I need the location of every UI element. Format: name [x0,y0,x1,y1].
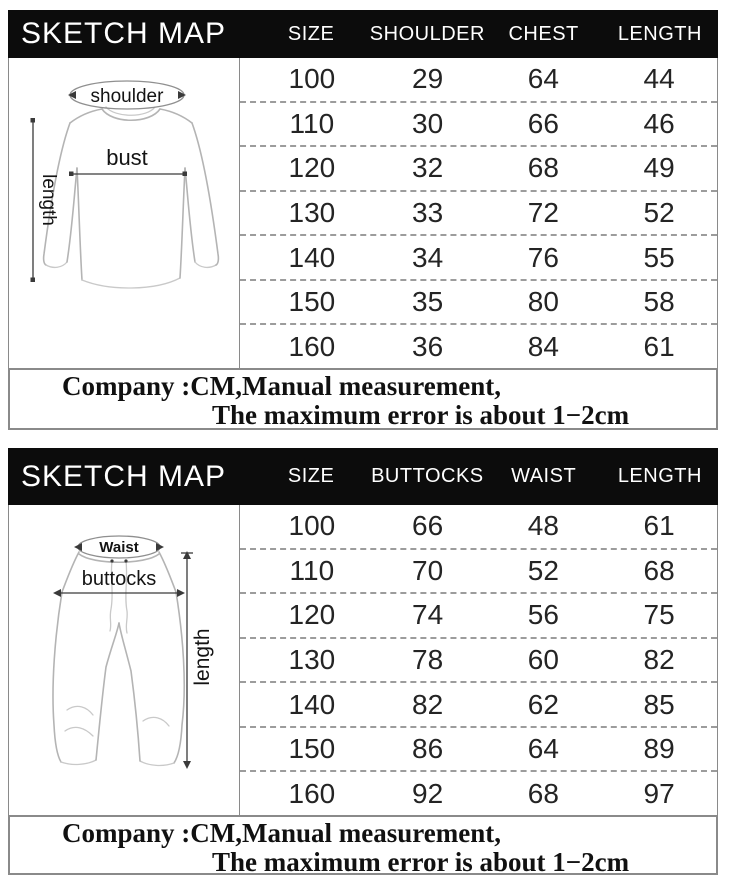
table-cell: 85 [643,688,675,720]
table-cell: 61 [643,330,675,362]
table-cell: 36 [412,330,444,362]
table-cell: 150 [288,733,336,765]
shoulder-measure-ellipse [68,81,186,109]
pants-sketch [9,505,240,815]
column-header-buttocks: BUTTOCKS [371,465,484,487]
table-row [240,594,717,639]
bust-label: bust [106,145,148,170]
table-row [240,192,717,237]
shoulder-label: shoulder [90,86,164,107]
table-cell: 130 [288,644,336,676]
table-cell: 140 [288,241,336,273]
table-row [240,103,717,148]
column-header-size: SIZE [287,465,335,487]
table-cell: 160 [288,777,336,809]
table-cell: 68 [527,152,559,184]
table-row [240,325,717,368]
table-cell: 62 [527,688,559,720]
table-cell: 68 [643,554,675,586]
bust-measure-line [69,145,187,176]
table-cell: 120 [288,599,336,631]
table-cell: 74 [412,599,444,631]
column-header-length: LENGTH [617,22,702,45]
table-row [240,550,717,595]
table-cell: 56 [527,599,559,631]
table-cell: 58 [643,286,675,318]
table-cell: 110 [289,554,335,586]
column-header-size: SIZE [287,22,335,45]
footer-line-1: Company :CM,Manual measurement, [62,371,501,401]
table-cell: 89 [643,733,675,765]
shirt-outline [44,107,219,288]
length-measure-line [181,551,214,769]
table-cell: 60 [527,644,559,676]
table-row [240,505,717,550]
shirt-size-table [240,58,717,368]
table-cell: 110 [289,107,335,139]
length-label: length [38,174,59,226]
buttocks-label: buttocks [81,568,157,590]
table-cell: 33 [412,197,444,229]
table-row [240,728,717,773]
table-cell: 35 [412,286,444,318]
table-cell: 29 [412,63,444,95]
footer-line-1: Company :CM,Manual measurement, [62,818,501,848]
pants-header-bar [8,448,718,505]
table-cell: 34 [412,241,444,273]
table-cell: 78 [412,644,444,676]
table-cell: 30 [412,107,444,139]
table-row [240,236,717,281]
pants-size-chart-panel [8,448,718,875]
table-cell: 86 [412,733,444,765]
table-cell: 140 [288,688,336,720]
table-cell: 120 [288,152,336,184]
table-row [240,147,717,192]
pants-sketch-drawing [9,505,240,815]
buttocks-measure-line [53,568,185,597]
shirt-column-headers [239,23,718,46]
table-cell: 49 [643,152,675,184]
table-cell: 52 [643,197,675,229]
table-cell: 61 [643,510,675,542]
pants-size-table [240,505,717,815]
column-header-chest: CHEST [508,22,579,45]
table-cell: 80 [527,286,559,318]
table-cell: 64 [527,733,559,765]
table-cell: 48 [527,510,559,542]
column-header-shoulder: SHOULDER [369,22,485,45]
table-row [240,683,717,728]
table-row [240,58,717,103]
pants-footer-note [8,815,718,875]
panel-title: SKETCH MAP [20,17,227,50]
table-cell: 92 [412,777,444,809]
table-cell: 32 [412,152,444,184]
length-label: length [191,628,214,686]
shirt-footer-note [8,368,718,430]
waist-measure-ellipse [74,536,164,558]
shirt-size-chart-panel [8,10,718,430]
table-row [240,281,717,326]
table-cell: 55 [643,241,675,273]
table-cell: 130 [288,197,336,229]
shirt-sketch-drawing [9,58,240,368]
table-cell: 84 [527,330,559,362]
table-cell: 66 [412,510,444,542]
table-cell: 66 [527,107,559,139]
table-cell: 160 [288,330,336,362]
pants-column-headers [239,465,718,488]
table-row [240,639,717,684]
table-cell: 82 [412,688,444,720]
column-header-waist: WAIST [511,465,577,487]
table-cell: 72 [527,197,559,229]
table-cell: 52 [527,554,559,586]
length-measure-line [31,118,60,282]
table-cell: 46 [643,107,675,139]
table-cell: 150 [288,286,336,318]
table-cell: 97 [643,777,675,809]
table-row [240,772,717,815]
table-cell: 64 [527,63,559,95]
shirt-sketch [9,58,240,368]
table-cell: 100 [288,63,336,95]
table-cell: 100 [288,510,336,542]
table-cell: 76 [527,241,559,273]
table-cell: 44 [643,63,675,95]
table-cell: 70 [412,554,444,586]
shirt-header-bar [8,10,718,58]
footer-line-2: The maximum error is about 1−2cm [212,400,630,431]
table-cell: 68 [527,777,559,809]
table-cell: 75 [643,599,675,631]
footer-line-2: The maximum error is about 1−2cm [212,847,630,877]
pants-panel-body [8,505,718,815]
column-header-length: LENGTH [617,465,702,487]
waist-label: Waist [99,539,139,556]
shirt-panel-body [8,58,718,368]
panel-title: SKETCH MAP [20,459,227,493]
table-cell: 82 [643,644,675,676]
